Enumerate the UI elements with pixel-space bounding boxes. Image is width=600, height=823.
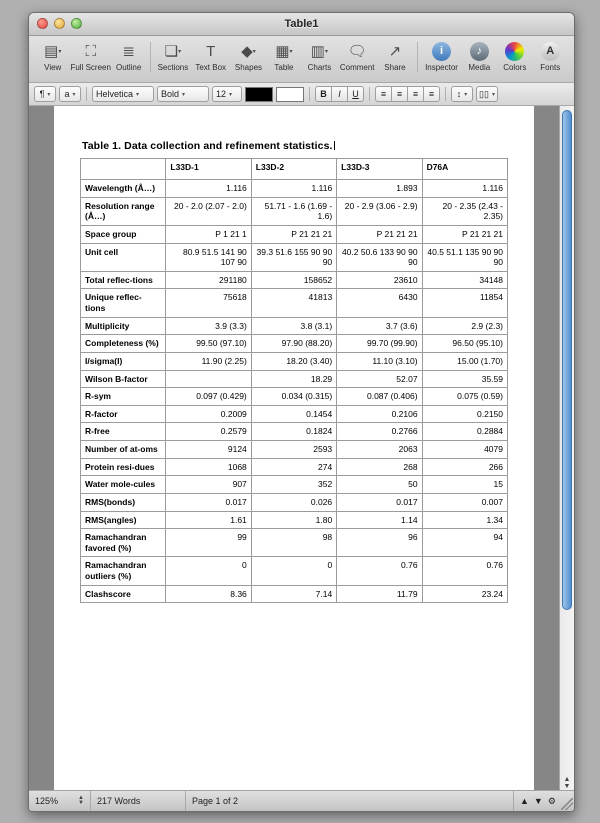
table-cell[interactable]: 35.59	[422, 370, 507, 388]
table-row[interactable]	[81, 388, 508, 406]
table-row[interactable]	[81, 225, 508, 243]
align-right-button[interactable]: ≡	[407, 86, 424, 102]
align-center-button[interactable]: ≡	[391, 86, 408, 102]
table-cell[interactable]: P 21 21 21	[251, 225, 336, 243]
font-style-menu[interactable]: Bold ▾	[157, 86, 209, 102]
table-cell[interactable]: 23610	[337, 271, 422, 289]
table-row-label: Completeness (%)	[81, 335, 166, 353]
toolbar-label-fonts: Fonts	[540, 63, 561, 72]
inspector-icon: i	[432, 40, 451, 62]
table-cell[interactable]: 99	[166, 529, 251, 557]
share-icon: ↗	[388, 43, 402, 60]
table-caption-text: Table 1. Data collection and refinement statistics.	[82, 140, 333, 152]
table-cell[interactable]: 18.20 (3.40)	[251, 352, 336, 370]
table-cell[interactable]: 3.7 (3.6)	[337, 317, 422, 335]
toolbar-button-table[interactable]	[266, 38, 301, 72]
table-row-label: I/sigma(I)	[81, 352, 166, 370]
table-caption	[82, 140, 508, 152]
table-header	[81, 159, 508, 180]
table-cell[interactable]: 0.76	[422, 557, 507, 585]
alignment-group	[375, 86, 440, 102]
table-cell[interactable]: 0.097 (0.429)	[166, 388, 251, 406]
table-row-label: Water mole-cules	[81, 476, 166, 494]
table-row-label: Resolution range (Å…)	[81, 197, 166, 225]
text-style-group	[315, 86, 364, 102]
table-cell[interactable]: 97.90 (88.20)	[251, 335, 336, 353]
table-col-header-3: L33D-3	[337, 159, 422, 180]
toolbar-button-text-box[interactable]	[191, 38, 231, 72]
toolbar-button-shapes[interactable]	[231, 38, 266, 72]
underline-button[interactable]: U	[347, 86, 364, 102]
table-cell[interactable]: P 21 21 21	[422, 225, 507, 243]
table-cell[interactable]: 1068	[166, 458, 251, 476]
table-row-label: RMS(angles)	[81, 511, 166, 529]
toolbar-label-sections: Sections	[157, 63, 189, 72]
table-cell[interactable]: P 1 21 1	[166, 225, 251, 243]
document-page[interactable]	[54, 106, 534, 790]
format-bar	[29, 83, 574, 106]
table-cell[interactable]: 2593	[251, 441, 336, 459]
full-screen-icon: ⛶	[85, 42, 96, 60]
table-cell[interactable]: 23.24	[422, 585, 507, 603]
table-cell[interactable]: 39.3 51.6 155 90 90 90	[251, 243, 336, 271]
table-cell[interactable]: 274	[251, 458, 336, 476]
toolbar-button-share[interactable]	[377, 38, 412, 72]
list-style-label: a	[64, 89, 70, 99]
toolbar-button-charts[interactable]	[302, 38, 337, 72]
table-cell[interactable]: 15.00 (1.70)	[422, 352, 507, 370]
table-cell[interactable]: 51.71 - 1.6 (1.69 - 1.6)	[251, 197, 336, 225]
fill-color-swatch[interactable]	[276, 87, 304, 102]
toolbar-button-inspector[interactable]	[421, 38, 461, 72]
table-row[interactable]	[81, 441, 508, 459]
table-header-row	[81, 159, 508, 180]
table-cell[interactable]: 8.36	[166, 585, 251, 603]
table-cell[interactable]: 20 - 2.9 (3.06 - 2.9)	[337, 197, 422, 225]
table-cell[interactable]: 99.50 (97.10)	[166, 335, 251, 353]
previous-page-icon[interactable]: ▲	[520, 796, 529, 806]
table-cell[interactable]: 0.2009	[166, 405, 251, 423]
table-row[interactable]	[81, 493, 508, 511]
table-row[interactable]	[81, 557, 508, 585]
table-cell[interactable]: 2063	[337, 441, 422, 459]
table-cell[interactable]: 291180	[166, 271, 251, 289]
align-justify-button[interactable]: ≡	[423, 86, 440, 102]
table-cell[interactable]: 0.2579	[166, 423, 251, 441]
table-cell[interactable]: 2.9 (2.3)	[422, 317, 507, 335]
charts-icon: ▥ ▾	[310, 43, 328, 60]
line-spacing-label: ↕	[456, 89, 462, 99]
toolbar-label-table: Table	[274, 63, 294, 72]
table-cell[interactable]: 907	[166, 476, 251, 494]
table-cell[interactable]: 41813	[251, 289, 336, 317]
font-family-label: Helvetica	[96, 89, 134, 99]
table-cell[interactable]: 1.116	[251, 180, 336, 198]
table-cell[interactable]: 266	[422, 458, 507, 476]
window-controls[interactable]	[37, 18, 82, 29]
toolbar-button-media[interactable]	[462, 38, 497, 72]
text-box-icon: T	[206, 42, 216, 60]
toolbar-label-view: View	[44, 63, 62, 72]
table-cell[interactable]: 4079	[422, 441, 507, 459]
table-row[interactable]	[81, 458, 508, 476]
scroll-up-icon[interactable]: ▲	[563, 776, 571, 783]
table-col-header-1: L33D-1	[166, 159, 251, 180]
table-cell[interactable]: 1.80	[251, 511, 336, 529]
table-row-label: Space group	[81, 225, 166, 243]
table-row-label: Total reflec-tions	[81, 271, 166, 289]
table-row-label: Ramachandran outliers (%)	[81, 557, 166, 585]
toolbar-label-shapes: Shapes	[234, 63, 263, 72]
table-cell[interactable]: 1.34	[422, 511, 507, 529]
table-cell[interactable]: 0.76	[337, 557, 422, 585]
text-color-swatch[interactable]	[245, 87, 273, 102]
minimize-button[interactable]	[54, 18, 65, 29]
table-cell[interactable]: 268	[337, 458, 422, 476]
toolbar-button-sections[interactable]	[155, 38, 190, 72]
table-row-label: R-free	[81, 423, 166, 441]
table-row[interactable]	[81, 271, 508, 289]
table-row-label: Wilson B-factor	[81, 370, 166, 388]
table-cell[interactable]: 0.026	[251, 493, 336, 511]
toolbar-label-outline: Outline	[115, 63, 142, 72]
table-cell[interactable]: 11.79	[337, 585, 422, 603]
table-row[interactable]	[81, 243, 508, 271]
toolbar-separator	[150, 42, 151, 72]
table-cell[interactable]: 0.1824	[251, 423, 336, 441]
table-row[interactable]	[81, 423, 508, 441]
table-cell[interactable]: 0.017	[337, 493, 422, 511]
table-cell[interactable]: 20 - 2.35 (2.43 - 2.35)	[422, 197, 507, 225]
format-separator-2	[309, 87, 310, 101]
paragraph-style-label: ¶	[39, 89, 45, 99]
table-row[interactable]	[81, 511, 508, 529]
table-row-label: Clashscore	[81, 585, 166, 603]
columns-label: ▯▯	[479, 88, 489, 99]
colors-icon	[505, 40, 524, 62]
table-col-header-4: D76A	[422, 159, 507, 180]
font-size-menu[interactable]: 12 ▾	[212, 86, 242, 102]
table-row-label: R-factor	[81, 405, 166, 423]
table-cell[interactable]: 1.116	[422, 180, 507, 198]
table-cell[interactable]: 20 - 2.0 (2.07 - 2.0)	[166, 197, 251, 225]
fonts-icon: A	[541, 40, 560, 62]
table-cell[interactable]: 0.2884	[422, 423, 507, 441]
table-icon: ▦ ▾	[275, 43, 293, 60]
toolbar-button-view[interactable]	[35, 38, 70, 72]
table-cell[interactable]: 0.017	[166, 493, 251, 511]
table-cell[interactable]: 98	[251, 529, 336, 557]
media-icon: ♪	[470, 40, 489, 62]
toolbar-label-full-screen: Full Screen	[70, 63, 111, 72]
toolbar-button-colors[interactable]	[497, 38, 532, 72]
table-cell[interactable]: 352	[251, 476, 336, 494]
format-separator-1	[86, 87, 87, 101]
table-row-label: Unique reflec-tions	[81, 289, 166, 317]
toolbar-label-text-box: Text Box	[195, 63, 227, 72]
table-row[interactable]	[81, 529, 508, 557]
table-cell[interactable]: 75618	[166, 289, 251, 317]
scrollbar-buttons[interactable]	[560, 762, 574, 790]
table-cell[interactable]: 0.007	[422, 493, 507, 511]
table-cell[interactable]: 0.2766	[337, 423, 422, 441]
zoom-stepper[interactable]: ▲ ▼	[78, 795, 84, 806]
text-cursor	[334, 141, 335, 150]
close-button[interactable]	[37, 18, 48, 29]
table-cell[interactable]: 158652	[251, 271, 336, 289]
view-icon: ▤ ▾	[44, 43, 62, 60]
table-row-label: R-sym	[81, 388, 166, 406]
table-row-label: Multiplicity	[81, 317, 166, 335]
comment-icon: 🗨	[347, 43, 367, 60]
table-row[interactable]	[81, 370, 508, 388]
table-row[interactable]	[81, 289, 508, 317]
status-bar	[29, 790, 574, 811]
table-cell[interactable]: 50	[337, 476, 422, 494]
vertical-scrollbar[interactable]	[559, 106, 574, 790]
table-cell[interactable]: 0	[166, 557, 251, 585]
table-cell[interactable]: 6430	[337, 289, 422, 317]
font-size-label: 12	[216, 89, 227, 99]
table-row[interactable]	[81, 405, 508, 423]
toolbar-button-comment[interactable]	[337, 38, 377, 72]
toolbar-button-fonts[interactable]	[533, 38, 568, 72]
table-row[interactable]	[81, 197, 508, 225]
table-cell[interactable]: 15	[422, 476, 507, 494]
toolbar-button-outline[interactable]	[111, 38, 146, 72]
statistics-table[interactable]	[80, 158, 508, 603]
toolbar-label-colors: Colors	[503, 63, 527, 72]
table-row[interactable]	[81, 476, 508, 494]
table-row-label: Protein resi-dues	[81, 458, 166, 476]
toolbar-label-charts: Charts	[307, 63, 332, 72]
table-row-label: RMS(bonds)	[81, 493, 166, 511]
document-window	[28, 12, 575, 812]
next-page-icon[interactable]: ▼	[533, 796, 543, 806]
resize-handle[interactable]	[561, 798, 573, 810]
gear-icon[interactable]: ⚙	[547, 795, 556, 806]
table-row-label: Ramachandran favored (%)	[81, 529, 166, 557]
table-cell[interactable]: 0	[251, 557, 336, 585]
table-row[interactable]	[81, 585, 508, 603]
document-canvas[interactable]	[29, 106, 574, 790]
page-indicator: Page 1 of 2	[186, 791, 514, 811]
outline-icon: ≣	[122, 43, 135, 60]
table-row[interactable]	[81, 317, 508, 335]
font-style-label: Bold	[161, 89, 180, 99]
table-cell[interactable]: 18.29	[251, 370, 336, 388]
font-family-menu[interactable]: Helvetica ▾	[92, 86, 154, 102]
toolbar-label-media: Media	[468, 63, 491, 72]
line-spacing-menu[interactable]: ↕ ▾	[451, 86, 473, 102]
sections-icon: ❏ ▾	[164, 43, 182, 60]
table-row[interactable]	[81, 335, 508, 353]
table-cell[interactable]: 99.70 (99.90)	[337, 335, 422, 353]
columns-menu[interactable]: ▯▯ ▾	[476, 86, 498, 102]
table-cell[interactable]: 9124	[166, 441, 251, 459]
table-cell[interactable]: 40.2 50.6 133 90 90 90	[337, 243, 422, 271]
table-cell[interactable]: 52.07	[337, 370, 422, 388]
table-cell[interactable]: 96	[337, 529, 422, 557]
align-left-button[interactable]: ≡	[375, 86, 392, 102]
table-cell[interactable]: P 21 21 21	[337, 225, 422, 243]
list-style-menu[interactable]: a ▾	[59, 86, 81, 102]
table-row-label: Number of at-oms	[81, 441, 166, 459]
table-cell[interactable]: 40.5 51.1 135 90 90 90	[422, 243, 507, 271]
table-cell[interactable]: 1.893	[337, 180, 422, 198]
table-cell[interactable]: 3.9 (3.3)	[166, 317, 251, 335]
zoom-button[interactable]	[71, 18, 82, 29]
table-cell[interactable]: 34148	[422, 271, 507, 289]
table-cell[interactable]: 7.14	[251, 585, 336, 603]
format-separator-4	[445, 87, 446, 101]
scroll-down-icon[interactable]: ▼	[563, 783, 571, 790]
table-cell[interactable]: 96.50 (95.10)	[422, 335, 507, 353]
window-title: Table1	[284, 18, 319, 30]
bold-button[interactable]: B	[315, 86, 332, 102]
toolbar-label-share: Share	[384, 63, 406, 72]
table-cell[interactable]: 3.8 (3.1)	[251, 317, 336, 335]
table-row-label: Wavelength (Å…)	[81, 180, 166, 198]
table-cell[interactable]: 0.2150	[422, 405, 507, 423]
table-body	[81, 180, 508, 603]
title-bar[interactable]	[29, 13, 574, 36]
scrollbar-thumb[interactable]	[562, 110, 572, 610]
table-cell[interactable]: 11854	[422, 289, 507, 317]
shapes-icon: ◆ ▾	[241, 43, 256, 60]
table-col-header-2: L33D-2	[251, 159, 336, 180]
table-row[interactable]	[81, 180, 508, 198]
table-cell[interactable]: 1.61	[166, 511, 251, 529]
table-cell[interactable]: 0.2106	[337, 405, 422, 423]
main-toolbar	[29, 36, 574, 83]
table-row-label: Unit cell	[81, 243, 166, 271]
zoom-control[interactable]	[29, 791, 91, 811]
paragraph-style-menu[interactable]: ¶ ▾	[34, 86, 56, 102]
table-cell[interactable]: 1.116	[166, 180, 251, 198]
toolbar-label-comment: Comment	[339, 63, 375, 72]
zoom-level-label: 125%	[35, 796, 59, 806]
table-cell[interactable]: 11.10 (3.10)	[337, 352, 422, 370]
table-cell[interactable]: 0.075 (0.59)	[422, 388, 507, 406]
page-scroll-region[interactable]	[29, 106, 559, 790]
table-cell[interactable]: 94	[422, 529, 507, 557]
table-cell[interactable]	[166, 370, 251, 388]
italic-button[interactable]: I	[331, 86, 348, 102]
table-row[interactable]	[81, 352, 508, 370]
toolbar-label-inspector: Inspector	[425, 63, 458, 72]
table-cell[interactable]: 1.14	[337, 511, 422, 529]
table-col-header-0	[81, 159, 166, 180]
table-cell[interactable]: 0.087 (0.406)	[337, 388, 422, 406]
table-cell[interactable]: 0.034 (0.315)	[251, 388, 336, 406]
word-count: 217 Words	[91, 791, 186, 811]
table-cell[interactable]: 80.9 51.5 141 90 107 90	[166, 243, 251, 271]
format-separator-3	[369, 87, 370, 101]
table-cell[interactable]: 11.90 (2.25)	[166, 352, 251, 370]
table-cell[interactable]: 0.1454	[251, 405, 336, 423]
toolbar-separator-2	[417, 42, 418, 72]
toolbar-button-full-screen[interactable]	[70, 38, 110, 72]
